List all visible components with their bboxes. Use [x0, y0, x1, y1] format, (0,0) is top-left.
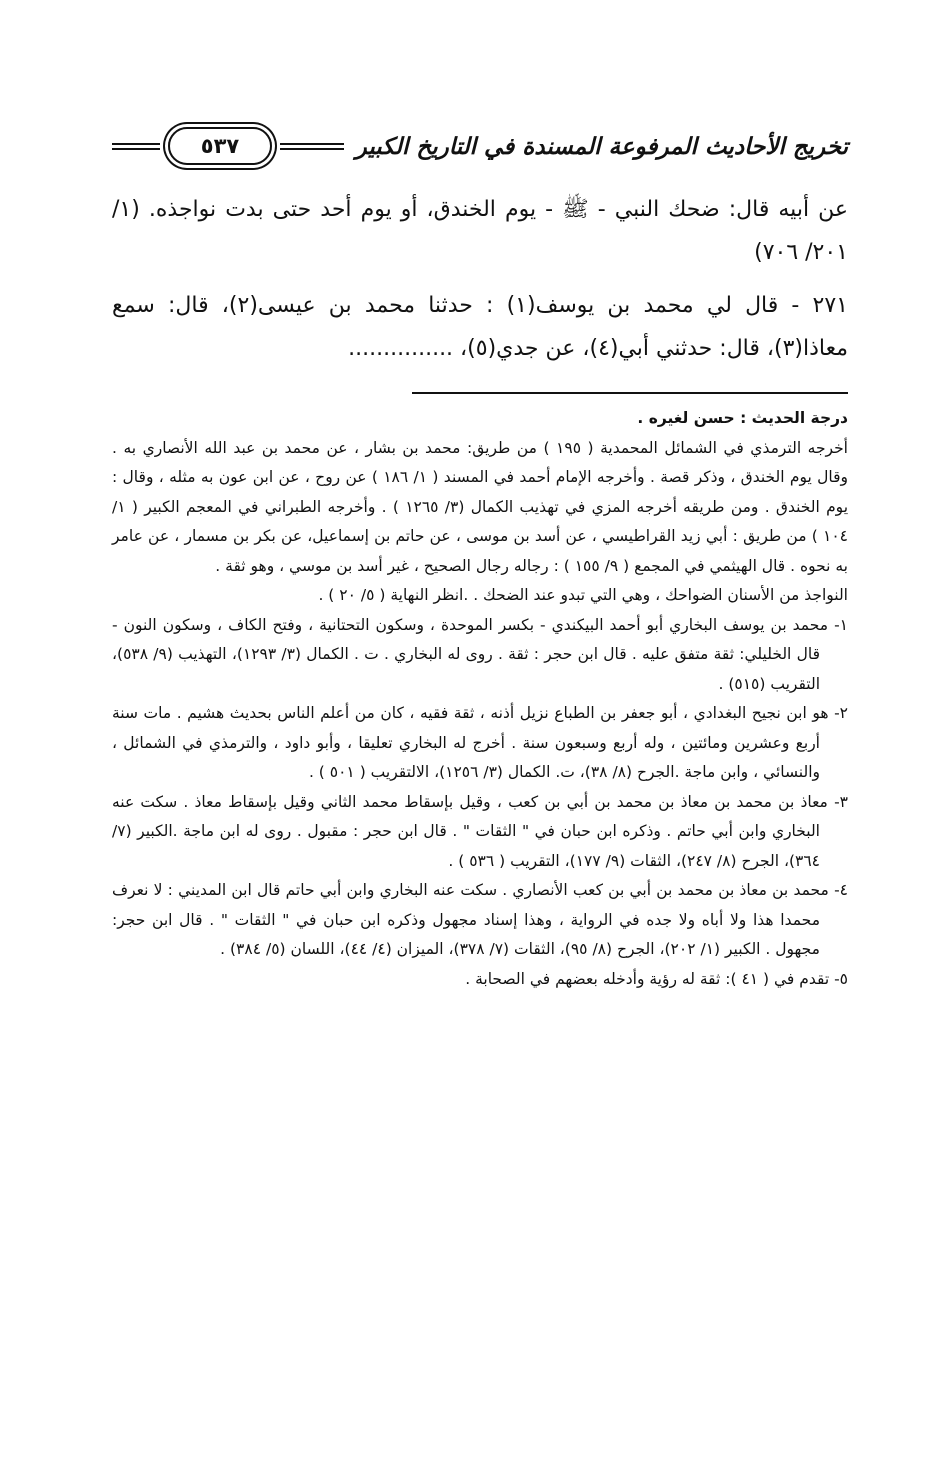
hadith-continuation: عن أبيه قال: ضحك النبي - ﷺ - يوم الخندق، أو يوم أحد حتى بدت نواجذه. (١/ ٢٠١/ ٧٠٦) [112, 197, 848, 265]
footnotes-section [112, 404, 848, 994]
footnote-1: ١- محمد بن يوسف البخاري أبو أحمد البيكندي - بكسر الموحدة ، وسكون التحتانية ، وفتح الكاف ، وسكون النون - قال الخليلي: ثقة متفق عليه . قال ابن حجر : ثقة . روى له البخاري . ت . الكمال (٣/ ١٢٩٣)، التهذيب (٩/ ٥٣٨)، التقريب (٥١٥) . [112, 615, 848, 693]
page-number: ٥٣٧ [168, 127, 272, 165]
book-title: تخريج الأحاديث المرفوعة المسندة في التاريخ الكبير [355, 132, 848, 160]
footnote-4: ٤- محمد بن معاذ بن محمد بن أبي بن كعب الأنصاري . سكت عنه البخاري وابن أبي حاتم قال ابن المديني : لا نعرف محمدا هذا ولا أباه ولا جده في الرواية ، وهذا إسناد مجهول وذكره ابن حبان في " الثقات " . قال ابن حجر: مجهول . الكبير (١/ ٢٠٢)، الجرح (٨/ ٩٥)، الثقات (٧/ ٣٧٨)، الميزان (٤/ ٤٤)، اللسان (٥/ ٣٨٤) . [112, 881, 848, 958]
main-text [112, 188, 848, 370]
header-rule-left [112, 143, 160, 150]
hadith-grade: درجة الحديث : حسن لغيره . [637, 409, 848, 427]
footnote-5: ٥- تقدم في ( ٤١ ): ثقة له رؤية وأدخله بعضهم في الصحابة . [465, 969, 848, 988]
header-rule [280, 143, 344, 150]
footnote-3: ٣- معاذ بن محمد بن معاذ بن محمد بن أبي بن كعب ، وقيل بإسقاط محمد الثاني وقيل بإسقاط معاذ . سكت عنه البخاري وابن أبي حاتم . وذكره ابن حبان في " الثقات " . قال ابن حجر : مقبول . روى له ابن ماجة .الكبير (٧/ ٣٦٤)، الجرح (٨/ ٢٤٧)، الثقات (٩/ ١٧٧)، التقريب ( ٥٣٦ ) . [112, 792, 848, 870]
page-number-frame [160, 127, 280, 165]
hadith-271: ٢٧١ - قال لي محمد بن يوسف(١) : حدثنا محمد بن عيسى(٢)، قال: سمع معاذا(٣)، قال: حدثني أبي(٤)، عن جدي(٥)، ............... [112, 293, 848, 361]
footnote-2: ٢- هو ابن نجيح البغدادي ، أبو جعفر بن الطباع نزيل أذنه ، ثقة فقيه ، كان من أعلم الناس بحديث هشيم . مات سنة أربع وعشرين ومائتين ، وله أربع وسبعون سنة . أخرج له البخاري تعليقا ، وأبو داود ، والترمذي في الشمائل ، والنسائي ، وابن ماجة .الجرح (٨/ ٣٨)، ت. الكمال (٣/ ١٢٥٦)، الالتقريب ( ٥٠١ ) . [112, 704, 848, 781]
footnote-divider [412, 392, 848, 394]
takhrij-paragraph: أخرجه الترمذي في الشمائل المحمدية ( ١٩٥ ) من طريق: محمد بن بشار ، عن محمد بن عبد الله الأنصاري به . وقال يوم الخندق ، وذكر قصة . وأخرجه الإمام أحمد في المسند ( ١/ ١٨٦ ) عن روح ، عن ابن عون به مثله ، وقال : يوم الخندق . ومن طريقه أخرجه المزي في تهذيب الكمال (٣/ ١٢٦٥ ) . وأخرجه الطبراني في المعجم الكبير ( ١/ ١٠٤ ) من طريق : أبي زيد القراطيسي ، عن أسد بن موسى ، عن حاتم بن إسماعيل، عن بكر بن مسمار ، عن عامر به نحوه . قال الهيثمي في المجمع ( ٩/ ١٥٥ ) : رجاله رجال الصحيح ، غير أسد بن موسي ، وهو ثقة . [112, 438, 849, 575]
gloss-note: النواجذ من الأسنان الضواحك ، وهي التي تبدو عند الضحك . .انظر النهاية ( ٥/ ٢٠ ) . [318, 586, 848, 604]
running-header [112, 126, 848, 166]
